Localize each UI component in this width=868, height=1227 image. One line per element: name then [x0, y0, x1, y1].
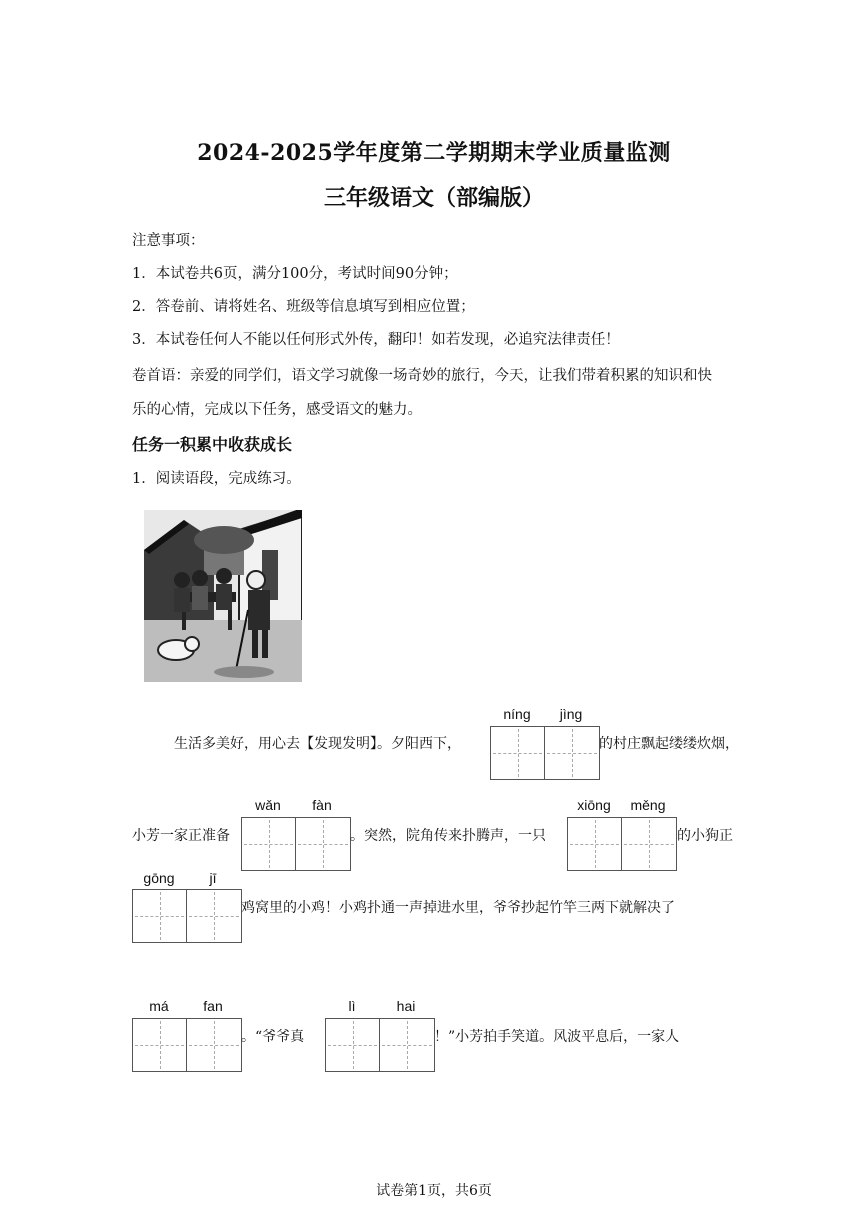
passage-line1-a: 生活多美好，用心去【发现发明】。夕阳西下，	[174, 736, 461, 752]
grid-cell[interactable]	[133, 890, 187, 942]
passage-line2-b: 。突然，院角传来扑腾声，一只	[350, 828, 546, 844]
notes-item-1: 1．本试卷共6页，满分100分，考试时间90分钟；	[132, 266, 458, 282]
pinyin-ma: má	[149, 998, 169, 1014]
answer-grid-gongji[interactable]	[132, 889, 242, 943]
question-1: 1．阅读语段，完成练习。	[132, 471, 301, 487]
answer-grid-wanfan[interactable]	[241, 817, 351, 871]
passage-line3-a: 鸡窝里的小鸡！小鸡扑通一声掉进水里，爷爷抄起竹竿三两下就解决了	[241, 900, 675, 916]
pinyin-gong: gōng	[143, 870, 175, 886]
grid-cell[interactable]	[133, 1019, 187, 1071]
preface-line-1: 卷首语：亲爱的同学们，语文学习就像一场奇妙的旅行，今天，让我们带着积累的知识和快	[132, 368, 712, 384]
exam-title: 2024-2025学年度第二学期期末学业质量监测	[197, 140, 671, 166]
notes-item-2: 2．答卷前、请将姓名、班级等信息填写到相应位置；	[132, 299, 475, 315]
grid-cell[interactable]	[326, 1019, 380, 1071]
exam-subtitle: 三年级语文（部编版）	[323, 185, 544, 211]
answer-grid-lihai[interactable]	[325, 1018, 435, 1072]
answer-grid-ningjing[interactable]	[490, 726, 600, 780]
grid-cell[interactable]	[187, 1019, 241, 1071]
section-title: 任务一积累中收获成长	[132, 435, 293, 454]
grid-cell[interactable]	[568, 818, 622, 870]
pinyin-wan: wǎn	[255, 797, 281, 813]
passage-line2-c: 的小狗正	[677, 828, 733, 844]
notes-heading: 注意事项：	[132, 233, 205, 249]
village-family-illustration	[144, 510, 302, 682]
pinyin-xiong: xiōng	[577, 797, 611, 813]
grid-cell[interactable]	[242, 818, 296, 870]
passage-line4-b: ！”小芳拍手笑道。风波平息后，一家人	[434, 1029, 680, 1045]
preface-line-2: 乐的心情，完成以下任务，感受语文的魅力。	[132, 402, 422, 418]
pinyin-fan: fàn	[312, 797, 332, 813]
grid-cell[interactable]	[296, 818, 350, 870]
grid-cell[interactable]	[545, 727, 599, 779]
grid-cell[interactable]	[187, 890, 241, 942]
passage-line4-a: 。“爷爷真	[241, 1029, 305, 1045]
notes-item-3: 3．本试卷任何人不能以任何形式外传，翻印！如若发现，必追究法律责任！	[132, 332, 620, 348]
grid-cell[interactable]	[491, 727, 545, 779]
pinyin-li: lì	[348, 998, 356, 1014]
grid-cell[interactable]	[380, 1019, 434, 1071]
passage-line2-a: 小芳一家正准备	[132, 828, 230, 844]
pinyin-jing: jìng	[559, 706, 583, 722]
pinyin-hai: hai	[396, 998, 416, 1014]
passage-line1-b: 的村庄飘起缕缕炊烟，	[599, 736, 739, 752]
pinyin-meng: měng	[630, 797, 666, 813]
page-footer: 试卷第1页，共6页	[376, 1183, 492, 1199]
pinyin-ning: níng	[503, 706, 531, 722]
answer-grid-xiongmeng[interactable]	[567, 817, 677, 871]
pinyin-ji: jī	[209, 870, 217, 886]
pinyin-fan2: fan	[203, 998, 223, 1014]
answer-grid-mafan[interactable]	[132, 1018, 242, 1072]
grid-cell[interactable]	[622, 818, 676, 870]
